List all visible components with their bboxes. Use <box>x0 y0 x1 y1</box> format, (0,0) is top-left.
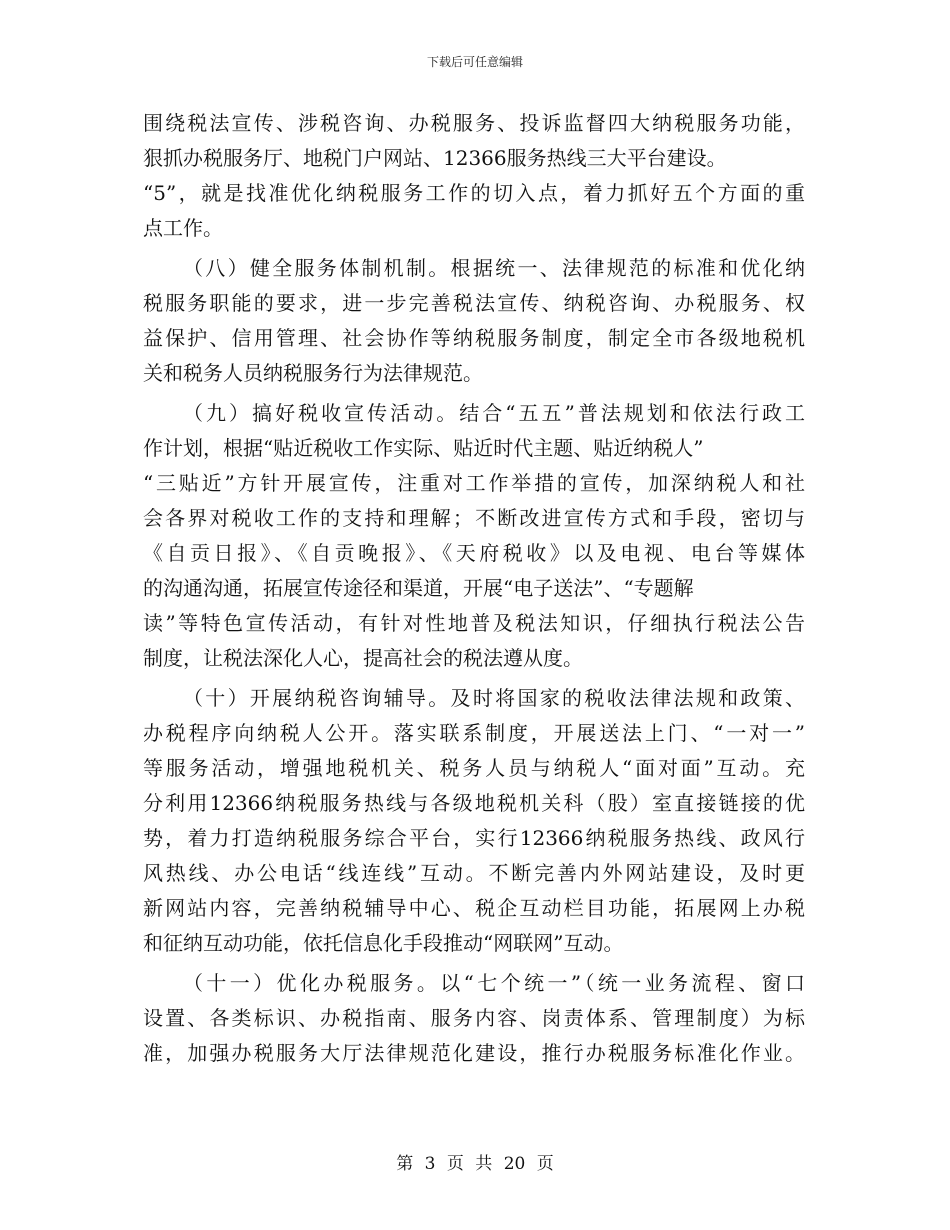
page-header: 下载后可任意编辑 <box>426 55 523 69</box>
text-line: 围绕税法宣传、涉税咨询、办税服务、投诉监督四大纳税服务功能， <box>143 111 805 135</box>
text-line: 制度，让税法深化人心，提高社会的税法遵从度。 <box>143 646 583 670</box>
paragraph-5 <box>143 966 805 1071</box>
text-line: （八）健全服务体制机制。根据统一、法律规范的标准和优化纳 <box>183 256 805 280</box>
paragraph-2 <box>143 251 805 391</box>
text-line: 和征纳互动功能，依托信息化手段推动“网联网”互动。 <box>143 931 624 955</box>
text-line: 分利用12366纳税服务热线与各级地税机关科（股）室直接链接的优 <box>143 791 805 815</box>
text-line: 准，加强办税服务大厅法律规范化建设，推行办税服务标准化作业。 <box>143 1041 805 1065</box>
text-line: 关和税务人员纳税服务行为法律规范。 <box>143 361 483 385</box>
paragraph-3 <box>143 396 805 676</box>
paragraph-4 <box>143 681 805 961</box>
text-line: 狠抓办税服务厅、地税门户网站、12366服务热线三大平台建设。 <box>143 146 727 170</box>
text-line: 办税程序向纳税人公开。落实联系制度，开展送法上门、“一对一” <box>143 721 805 745</box>
paragraph-1 <box>143 106 805 246</box>
text-line: 作计划，根据“贴近税收工作实际、贴近时代主题、贴近纳税人” <box>143 436 704 460</box>
text-line: 设置、各类标识、办税指南、服务内容、岗责体系、管理制度）为标 <box>143 1006 805 1030</box>
text-line: 的沟通沟通，拓展宣传途径和渠道，开展“电子送法”、“专题解 <box>143 576 694 600</box>
text-line: “5”，就是找准优化纳税服务工作的切入点，着力抓好五个方面的重 <box>143 181 805 205</box>
text-line: 会各界对税收工作的支持和理解；不断改进宣传方式和手段，密切与 <box>143 506 805 530</box>
text-line: 势，着力打造纳税服务综合平台，实行12366纳税服务热线、政风行 <box>143 826 805 850</box>
text-line: 点工作。 <box>143 216 223 240</box>
text-line: （十一）优化办税服务。以“七个统一”（统一业务流程、窗口 <box>183 971 805 995</box>
page-number-footer: 第 3 页 共 20 页 <box>396 1154 554 1174</box>
text-line: 益保护、信用管理、社会协作等纳税服务制度，制定全市各级地税机 <box>143 326 805 350</box>
text-line: 《自贡日报》、《自贡晚报》、《天府税收》以及电视、电台等媒体 <box>143 541 805 565</box>
text-line: “三贴近”方针开展宣传，注重对工作举措的宣传，加深纳税人和社 <box>143 471 805 495</box>
text-line: （九）搞好税收宣传活动。结合“五五”普法规划和依法行政工 <box>183 401 805 425</box>
text-line: 风热线、办公电话“线连线”互动。不断完善内外网站建设，及时更 <box>143 861 805 885</box>
text-line: （十）开展纳税咨询辅导。及时将国家的税收法律法规和政策、 <box>183 686 805 710</box>
text-line: 等服务活动，增强地税机关、税务人员与纳税人“面对面”互动。充 <box>143 756 805 780</box>
text-line: 读”等特色宣传活动，有针对性地普及税法知识，仔细执行税法公告 <box>143 611 805 635</box>
text-line: 税服务职能的要求，进一步完善税法宣传、纳税咨询、办税服务、权 <box>143 291 805 315</box>
text-line: 新网站内容，完善纳税辅导中心、税企互动栏目功能，拓展网上办税 <box>143 896 805 920</box>
document-body <box>143 106 805 1071</box>
